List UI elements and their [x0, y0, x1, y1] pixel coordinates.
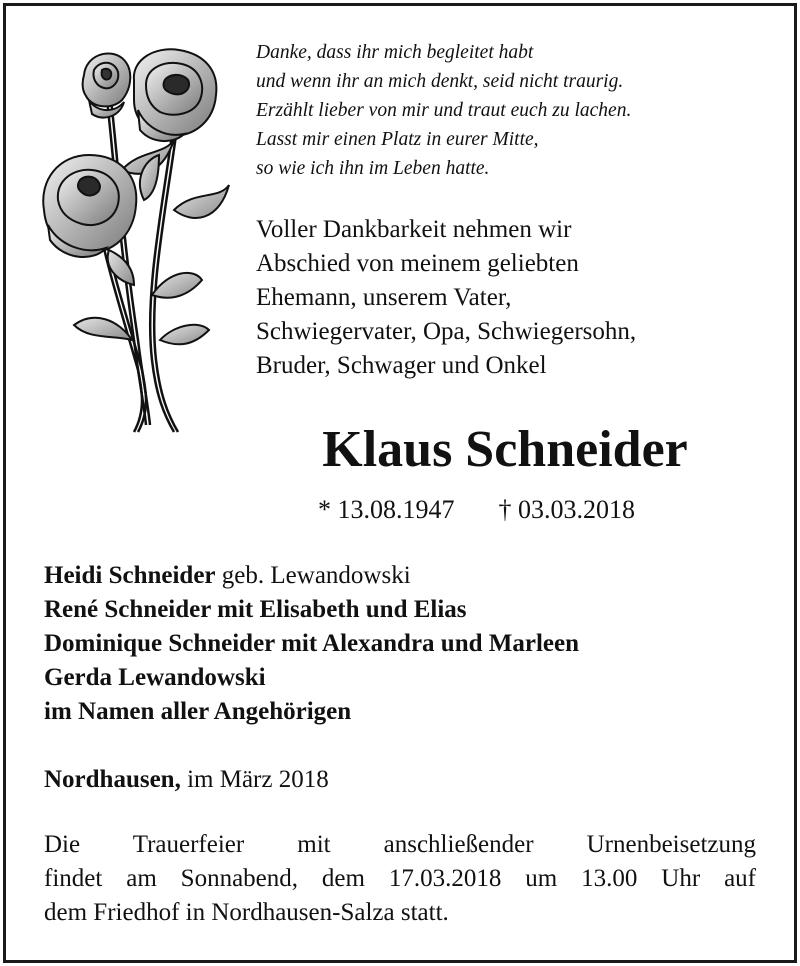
poem [256, 38, 786, 183]
funeral-line: Die Trauerfeier mit anschließender Urnenbeisetzung [44, 831, 756, 858]
intro-text [256, 213, 786, 383]
poem-line: Erzählt lieber von mir und traut euch zu lachen. [256, 100, 632, 121]
mourner-line: im Namen aller Angehörigen [44, 698, 352, 725]
mourner-line: Gerda Lewandowski [44, 664, 266, 691]
funeral-notice [44, 828, 756, 930]
life-dates [318, 492, 635, 528]
intro-line: Voller Dankbarkeit nehmen wir [256, 216, 572, 243]
mourner-line [44, 559, 784, 593]
mourner-name: Heidi Schneider [44, 562, 216, 589]
place-city: Nordhausen, [44, 766, 181, 793]
mourner-line: Dominique Schneider mit Alexandra und Marleen [44, 630, 579, 657]
poem-line: Danke, dass ihr mich begleitet habt [256, 42, 534, 63]
mourners-list [44, 559, 784, 729]
place-date [44, 763, 329, 797]
intro-line: Bruder, Schwager und Onkel [256, 352, 547, 379]
poem-line: so wie ich ihn im Leben hatte. [256, 158, 490, 179]
intro-line: Abschied von meinem geliebten [256, 250, 579, 277]
poem-line: Lasst mir einen Platz in eurer Mitte, [256, 129, 539, 150]
poem-line: und wenn ihr an mich denkt, seid nicht traurig. [256, 71, 624, 92]
intro-line: Schwiegervater, Opa, Schwiegersohn, [256, 318, 637, 345]
birth-date: * 13.08.1947 [318, 495, 455, 524]
intro-line: Ehemann, unserem Vater, [256, 284, 512, 311]
mourner-note: geb. Lewandowski [215, 562, 411, 589]
funeral-line: dem Friedhof in Nordhausen-Salza statt. [44, 899, 449, 926]
roses-illustration [34, 40, 259, 435]
funeral-line: findet am Sonnabend, dem 17.03.2018 um 13.00 Uhr auf [44, 865, 756, 892]
death-date: † 03.03.2018 [498, 495, 635, 524]
mourner-line: René Schneider mit Elisabeth und Elias [44, 596, 467, 623]
place-month: im März 2018 [180, 766, 329, 793]
deceased-name: Klaus Schneider [322, 421, 688, 478]
